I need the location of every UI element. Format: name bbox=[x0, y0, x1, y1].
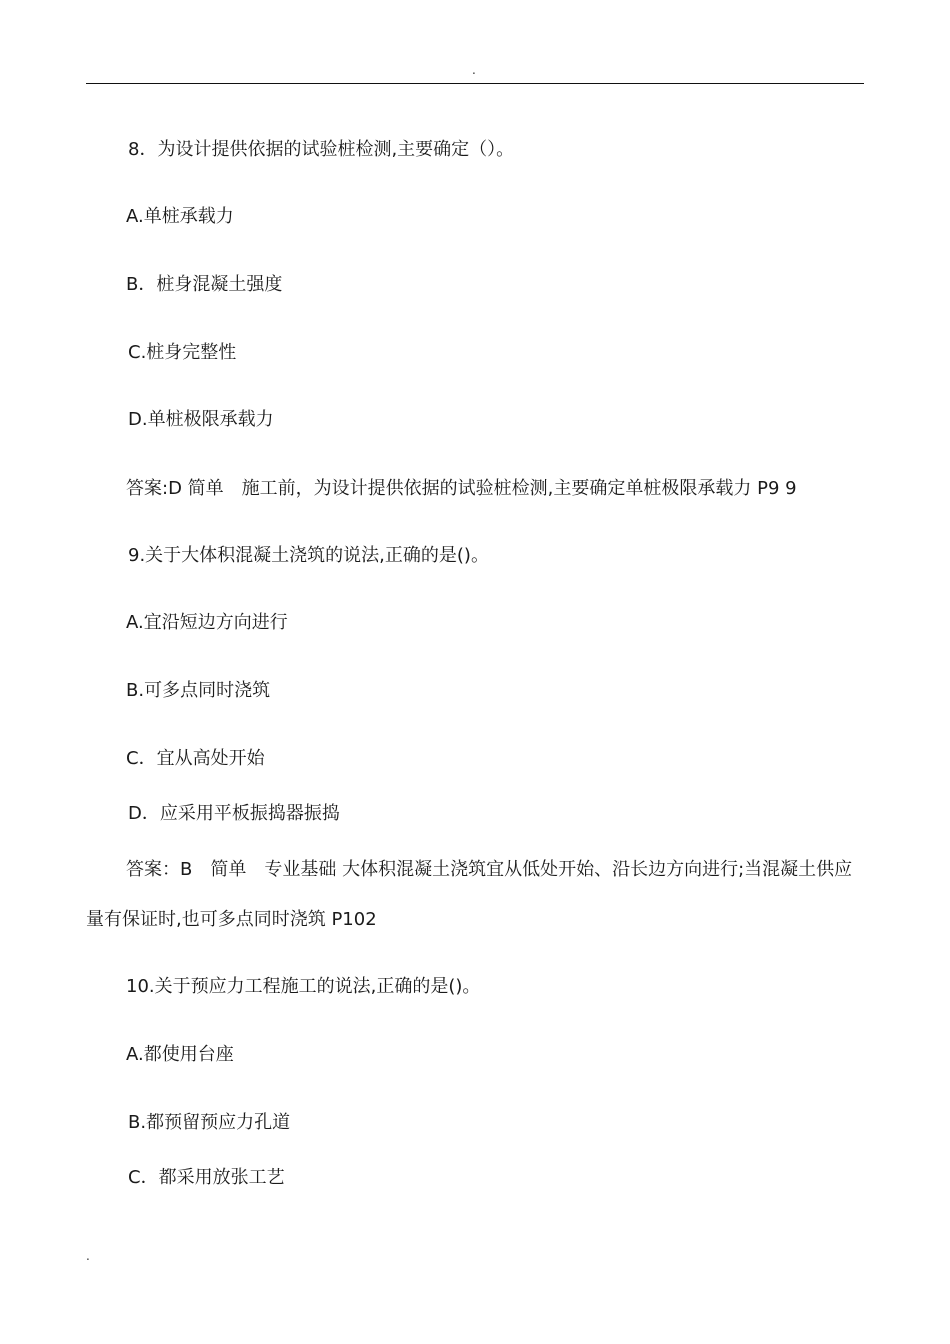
question-8-stem: 8．为设计提供依据的试验桩检测,主要确定（）。 bbox=[128, 139, 515, 160]
question-9-option-b: B.可多点同时浇筑 bbox=[126, 680, 271, 701]
question-8-option-a: A.单桩承载力 bbox=[126, 206, 234, 227]
header-rule bbox=[86, 83, 864, 84]
footer-mark: . bbox=[86, 1249, 90, 1263]
question-8-option-c: C.桩身完整性 bbox=[128, 342, 237, 363]
question-10-option-a: A.都使用台座 bbox=[126, 1044, 234, 1065]
question-9-option-d: D．应采用平板振捣器振捣 bbox=[128, 803, 340, 824]
question-10-option-c: C．都采用放张工艺 bbox=[128, 1167, 285, 1188]
question-9-answer: 答案：B 简单 专业基础 大体积混凝土浇筑宜从低处开始、沿长边方向进行;当混凝土供应量有保证时,也可多点同时浇筑 P102 bbox=[86, 859, 853, 930]
question-8-option-b: B．桩身混凝土强度 bbox=[126, 274, 283, 295]
question-8-answer: 答案:D 简单 施工前，为设计提供依据的试验桩检测,主要确定单桩极限承载力 P9 9 bbox=[126, 478, 797, 499]
header-mark: . bbox=[472, 63, 476, 77]
question-9-stem: 9.关于大体积混凝土浇筑的说法,正确的是()。 bbox=[128, 545, 489, 566]
question-10-stem: 10.关于预应力工程施工的说法,正确的是()。 bbox=[126, 976, 481, 997]
question-10-option-b: B.都预留预应力孔道 bbox=[128, 1112, 291, 1133]
question-8-option-d: D.单桩极限承载力 bbox=[128, 409, 274, 430]
question-9-option-c: C．宜从高处开始 bbox=[126, 748, 265, 769]
question-9-option-a: A.宜沿短边方向进行 bbox=[126, 612, 288, 633]
